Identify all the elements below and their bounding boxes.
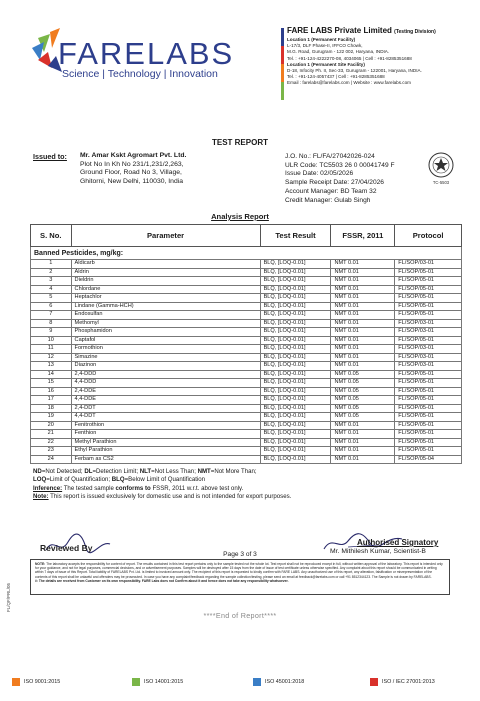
cell-test-result: BLQ, [LOQ-0.01] [260, 311, 331, 320]
cell-protocol: FL/SOP/05-01 [395, 430, 462, 439]
brand-name: FARELABS [58, 36, 235, 71]
inference-text: The tested sample [62, 484, 116, 492]
analysis-report-title: Analysis Report [211, 212, 269, 221]
company-division: (Testing Division) [394, 29, 436, 35]
cell-fssr: NMT 0.01 [331, 362, 395, 371]
col-parameter: Parameter [71, 225, 260, 247]
cell-sno: 23 [31, 447, 72, 456]
location1-line: Tel. : +91-124-4222270-08, 4034065 | Cell : +91-8285351688 [287, 55, 412, 61]
section-title: Banned Pesticides, mg/kg: [31, 247, 462, 260]
cell-fssr: NMT 0.05 [331, 379, 395, 388]
signatory-name: Mr. Mithilesh Kumar, Scientist-B [330, 548, 426, 555]
cell-parameter: 2,4-DDT [71, 404, 260, 413]
cell-protocol: FL/SOP/05-01 [395, 421, 462, 430]
cell-parameter: Aldrin [71, 268, 260, 277]
abbr-text: =Detection Limit; [92, 468, 140, 475]
cell-fssr: NMT 0.01 [331, 285, 395, 294]
col-sno: S. No. [31, 225, 72, 247]
cell-sno: 22 [31, 438, 72, 447]
cell-test-result: BLQ, [LOQ-0.01] [260, 328, 331, 337]
cell-test-result: BLQ, [LOQ-0.01] [260, 430, 331, 439]
abbr: LOQ [33, 476, 47, 484]
iso-square-icon [253, 678, 261, 686]
cell-test-result: BLQ, [LOQ-0.01] [260, 379, 331, 388]
cell-parameter: 2,4-DDE [71, 387, 260, 396]
table-row [31, 413, 462, 422]
cell-fssr: NMT 0.01 [331, 268, 395, 277]
cell-protocol: FL/SOP/05-01 [395, 404, 462, 413]
cell-fssr: NMT 0.01 [331, 353, 395, 362]
table-row [31, 455, 462, 464]
cell-fssr: NMT 0.01 [331, 421, 395, 430]
cell-test-result: BLQ, [LOQ-0.01] [260, 302, 331, 311]
cell-sno: 6 [31, 302, 72, 311]
job-order-number: J.O. No.: FL/FA/27042026-024 [285, 153, 375, 160]
table-row [31, 353, 462, 362]
cell-parameter: Phosphamidon [71, 328, 260, 337]
brand-color-strip [281, 28, 284, 100]
cell-test-result: BLQ, [LOQ-0.01] [260, 268, 331, 277]
cell-protocol: FL/SOP/03-01 [395, 362, 462, 371]
cell-sno: 13 [31, 362, 72, 371]
cell-fssr: NMT 0.01 [331, 455, 395, 464]
report-meta [285, 153, 394, 205]
table-row [31, 302, 462, 311]
cell-test-result: BLQ, [LOQ-0.01] [260, 319, 331, 328]
abbr-text: =Not More Than; [210, 468, 257, 475]
cell-protocol: FL/SOP/05-01 [395, 311, 462, 320]
cell-test-result: BLQ, [LOQ-0.01] [260, 404, 331, 413]
cell-sno: 9 [31, 328, 72, 337]
sample-receipt-date: Sample Receipt Date: 27/04/2026 [285, 179, 384, 187]
cell-sno: 4 [31, 285, 72, 294]
iso-45001-badge [253, 676, 304, 688]
cell-parameter: Chlordane [71, 285, 260, 294]
cell-sno: 18 [31, 404, 72, 413]
location1-line: L-17/3, DLF Phase-II, IFFCO Chowk, [287, 43, 363, 49]
report-title: TEST REPORT [211, 138, 268, 147]
cell-test-result: BLQ, [LOQ-0.01] [260, 396, 331, 405]
cell-protocol: FL/SOP/05-01 [395, 294, 462, 303]
cell-parameter: Ethyl Parathion [71, 447, 260, 456]
table-header-row [31, 225, 462, 247]
brand-tagline: Science | Technology | Innovation [62, 68, 218, 80]
cell-fssr: NMT 0.05 [331, 387, 395, 396]
cell-protocol: FL/SOP/05-01 [395, 447, 462, 456]
cell-sno: 1 [31, 260, 72, 269]
iso-label: ISO 45001:2018 [265, 679, 305, 685]
cell-fssr: NMT 0.01 [331, 438, 395, 447]
issued-to-label: Issued to: [33, 152, 67, 161]
cell-protocol: FL/SOP/05-01 [395, 285, 462, 294]
location1-line: M.G. Road, Gurugram - 122 002, Haryana, INDIA. [287, 49, 390, 55]
form-code: FL/QF/PRL/05 [6, 582, 11, 612]
disclaimer-text: The laboratory accepts the responsibility for content of report. The results contained in this test report pertains only to the sample tested not the whole lot. Test report shall not be reproduced except in full, without written approval of the laboratory. This report is intended only for your guidance, and not for legal purposes, commercial decisions, and or advertisement purposes. Samples will be destroyed after 15 days from the date of issue of test certificate unless otherwise specified. Any complaint about this report should be communicated in writing within 7 days of issue of this Report. Total liability of FARELABS Pvt. Ltd. is limited to invoiced amount only. The recipient of this report is requested to kindly confirm with FARE LABS. Any unauthorized use of this report, any alteration, falsification or misrepresentation of the contents of this report shall be unlawful and offenders may be prosecuted. In case you have any complaint/feedback regarding the sample collection/testing, please send an email at feedback@farelabs.com or call +91 8512344123. The Sample is not drawn by FARELABS. [35, 562, 443, 579]
table-row [31, 285, 462, 294]
cell-fssr: NMT 0.01 [331, 311, 395, 320]
cell-parameter: 4,4-DDE [71, 396, 260, 405]
cell-sno: 5 [31, 294, 72, 303]
cell-parameter: Dieldrin [71, 277, 260, 286]
inference-conforms: conforms to [115, 484, 151, 492]
abbr: BLQ [111, 476, 125, 484]
cell-fssr: NMT 0.05 [331, 413, 395, 422]
accreditation-seal-icon [426, 151, 456, 187]
cell-test-result: BLQ, [LOQ-0.01] [260, 294, 331, 303]
location2-line: Tel. : +91-124-4057437 | Cell : +91-8285351688 [287, 74, 385, 80]
abbr-text: =Below Limit of Quantification [124, 476, 206, 484]
cell-fssr: NMT 0.01 [331, 319, 395, 328]
cell-fssr: NMT 0.01 [331, 260, 395, 269]
cell-protocol: FL/SOP/03-01 [395, 260, 462, 269]
ulr-code: ULR Code: TC5503 26 0 00041749 F [285, 161, 395, 169]
cell-sno: 17 [31, 396, 72, 405]
note-text: This report is issued exclusively for domestic use and is not intended for export purposes. [48, 492, 292, 500]
seal-code: TC-5503 [432, 180, 450, 185]
cell-fssr: NMT 0.01 [331, 277, 395, 286]
table-row [31, 438, 462, 447]
abbreviations-line-2 [33, 476, 291, 484]
cell-parameter: Methomyl [71, 319, 260, 328]
cell-sno: 12 [31, 353, 72, 362]
notes-block [33, 468, 291, 501]
iso-label: ISO 9001:2015 [24, 679, 61, 685]
cell-protocol: FL/SOP/03-01 [395, 328, 462, 337]
cell-parameter: Diazinon [71, 362, 260, 371]
table-row [31, 362, 462, 371]
cell-protocol: FL/SOP/03-01 [395, 319, 462, 328]
cell-protocol: FL/SOP/03-01 [395, 345, 462, 354]
cell-sno: 7 [31, 311, 72, 320]
cell-protocol: FL/SOP/05-01 [395, 379, 462, 388]
table-row [31, 311, 462, 320]
table-row [31, 294, 462, 303]
cell-protocol: FL/SOP/03-01 [395, 353, 462, 362]
cell-protocol: FL/SOP/05-01 [395, 302, 462, 311]
cell-fssr: NMT 0.01 [331, 328, 395, 337]
table-row [31, 277, 462, 286]
disclaimer-bold-line: #: The details are received from Customer on its own responsibility. FARE Labs does not Confirm about it and hence does not take any responsibility whatsoever. [35, 578, 289, 583]
table-row [31, 421, 462, 430]
abbr: NMT [197, 468, 211, 475]
cell-parameter: Ferbam as CS2 [71, 455, 260, 464]
cell-parameter: Heptachlor [71, 294, 260, 303]
location2-line: D-18, Infocity Ph. II, Sec-33, Gurugram - 122001, Haryana, INDIA. [287, 68, 422, 74]
cell-sno: 20 [31, 421, 72, 430]
cell-sno: 2 [31, 268, 72, 277]
reviewed-by-label: Reviewed By [40, 543, 93, 553]
credit-manager: Credit Manager: Gulab Singh [285, 196, 371, 204]
location1-title: Location 1 (Permanent Facility) [287, 37, 356, 42]
cell-test-result: BLQ, [LOQ-0.01] [260, 421, 331, 430]
cell-test-result: BLQ, [LOQ-0.01] [260, 413, 331, 422]
cell-parameter: Fenitrothion [71, 421, 260, 430]
cell-parameter: Methyl Parathion [71, 438, 260, 447]
table-row [31, 404, 462, 413]
cell-parameter: Aldicarb [71, 260, 260, 269]
iso-square-icon [132, 678, 140, 686]
table-row [31, 260, 462, 269]
cell-protocol: FL/SOP/05-01 [395, 438, 462, 447]
end-of-report: ****End of Report**** [203, 611, 277, 620]
cell-test-result: BLQ, [LOQ-0.01] [260, 353, 331, 362]
cell-parameter: 4,4-DDD [71, 379, 260, 388]
table-row [31, 268, 462, 277]
iso-14001-badge [132, 676, 183, 688]
iso-label: ISO / IEC 27001:2013 [382, 679, 435, 685]
company-name: FARE LABS Private Limited [287, 26, 392, 35]
abbreviations-line-1 [33, 468, 291, 476]
abbr-text: =Limit of Quantification; [46, 476, 112, 484]
cell-sno: 3 [31, 277, 72, 286]
address-line: Plot No In Kh No 231/1,231/2,263, [80, 160, 184, 168]
iso-square-icon [370, 678, 378, 686]
company-address-block [287, 26, 472, 87]
table-row [31, 387, 462, 396]
cell-protocol: FL/SOP/05-01 [395, 336, 462, 345]
cell-test-result: BLQ, [LOQ-0.01] [260, 447, 331, 456]
cell-test-result: BLQ, [LOQ-0.01] [260, 285, 331, 294]
abbr-text: =Not Less Than; [151, 468, 198, 475]
col-protocol: Protocol [395, 225, 462, 247]
cell-parameter: Captafol [71, 336, 260, 345]
cell-protocol: FL/SOP/05-01 [395, 370, 462, 379]
cell-parameter: Formothion [71, 345, 260, 354]
cell-fssr: NMT 0.01 [331, 336, 395, 345]
col-fssr: FSSR, 2011 [331, 225, 395, 247]
issued-to-block [80, 152, 186, 186]
location2-line: Email : farelabs@farelabs.com | Website : www.farelabs.com [287, 80, 411, 86]
cell-protocol: FL/SOP/05-01 [395, 396, 462, 405]
cell-parameter: 4,4-DDT [71, 413, 260, 422]
cell-parameter: Endosulfan [71, 311, 260, 320]
cell-protocol: FL/SOP/05-04 [395, 455, 462, 464]
cell-sno: 11 [31, 345, 72, 354]
cell-fssr: NMT 0.05 [331, 404, 395, 413]
location2-title: Location 1 (Permanent Site Facility) [287, 61, 365, 67]
cell-test-result: BLQ, [LOQ-0.01] [260, 277, 331, 286]
cell-sno: 16 [31, 387, 72, 396]
table-row [31, 328, 462, 337]
cell-protocol: FL/SOP/05-01 [395, 413, 462, 422]
cell-sno: 21 [31, 430, 72, 439]
cell-fssr: NMT 0.01 [331, 345, 395, 354]
cell-protocol: FL/SOP/05-01 [395, 387, 462, 396]
account-manager: Account Manager: BD Team 32 [285, 187, 377, 195]
cell-test-result: BLQ, [LOQ-0.01] [260, 336, 331, 345]
iso-27001-badge [370, 676, 435, 688]
cell-protocol: FL/SOP/05-01 [395, 277, 462, 286]
cell-test-result: BLQ, [LOQ-0.01] [260, 455, 331, 464]
address-line: Ghitorni, New Delhi, 110030, India [80, 177, 184, 185]
customer-name: Mr. Amar Kskt Agromart Pvt. Ltd. [80, 152, 187, 159]
cell-sno: 24 [31, 455, 72, 464]
authorised-signatory-label: Authorised Signatory [357, 538, 439, 547]
issue-date: Issue Date: 02/05/2026 [285, 170, 354, 178]
abbr: ND [33, 468, 42, 475]
inference-label: Inference: [33, 484, 63, 492]
note-label: Note: [33, 492, 49, 500]
cell-test-result: BLQ, [LOQ-0.01] [260, 345, 331, 354]
abbr: NLT [139, 468, 152, 475]
disclaimer-label: NOTE: [35, 562, 46, 566]
iso-square-icon [12, 678, 20, 686]
table-row [31, 336, 462, 345]
cell-fssr: NMT 0.01 [331, 302, 395, 311]
cell-test-result: BLQ, [LOQ-0.01] [260, 370, 331, 379]
cell-test-result: BLQ, [LOQ-0.01] [260, 260, 331, 269]
section-row [31, 247, 462, 260]
abbr: DL [84, 468, 93, 475]
address-line: Ground Floor, Road No 3, Village, [80, 169, 182, 177]
table-row [31, 370, 462, 379]
cell-fssr: NMT 0.01 [331, 447, 395, 456]
cell-parameter: Lindane (Gamma-HCH) [71, 302, 260, 311]
table-row [31, 379, 462, 388]
table-row [31, 345, 462, 354]
table-row [31, 447, 462, 456]
inference-line [33, 485, 291, 493]
note-line [33, 493, 291, 501]
disclaimer-box [30, 559, 450, 595]
inference-text: FSSR, 2011 w.r.t. above test only. [150, 484, 244, 492]
cell-test-result: BLQ, [LOQ-0.01] [260, 438, 331, 447]
abbr-text: =Not Detected; [41, 468, 85, 475]
cell-fssr: NMT 0.01 [331, 430, 395, 439]
cell-fssr: NMT 0.05 [331, 370, 395, 379]
cell-sno: 19 [31, 413, 72, 422]
cell-protocol: FL/SOP/05-01 [395, 268, 462, 277]
iso-9001-badge [12, 676, 60, 688]
cell-fssr: NMT 0.05 [331, 396, 395, 405]
cell-sno: 15 [31, 379, 72, 388]
cell-parameter: 2,4-DDD [71, 370, 260, 379]
table-row [31, 430, 462, 439]
col-test-result: Test Result [260, 225, 331, 247]
cell-parameter: Simazine [71, 353, 260, 362]
cell-sno: 8 [31, 319, 72, 328]
cell-test-result: BLQ, [LOQ-0.01] [260, 387, 331, 396]
table-row [31, 396, 462, 405]
cell-sno: 10 [31, 336, 72, 345]
cell-fssr: NMT 0.01 [331, 294, 395, 303]
table-row [31, 319, 462, 328]
cell-test-result: BLQ, [LOQ-0.01] [260, 362, 331, 371]
cell-sno: 14 [31, 370, 72, 379]
results-table [30, 224, 462, 464]
page-number: Page 3 of 3 [223, 551, 257, 558]
cell-parameter: Fenthion [71, 430, 260, 439]
iso-label: ISO 14001:2015 [144, 679, 184, 685]
